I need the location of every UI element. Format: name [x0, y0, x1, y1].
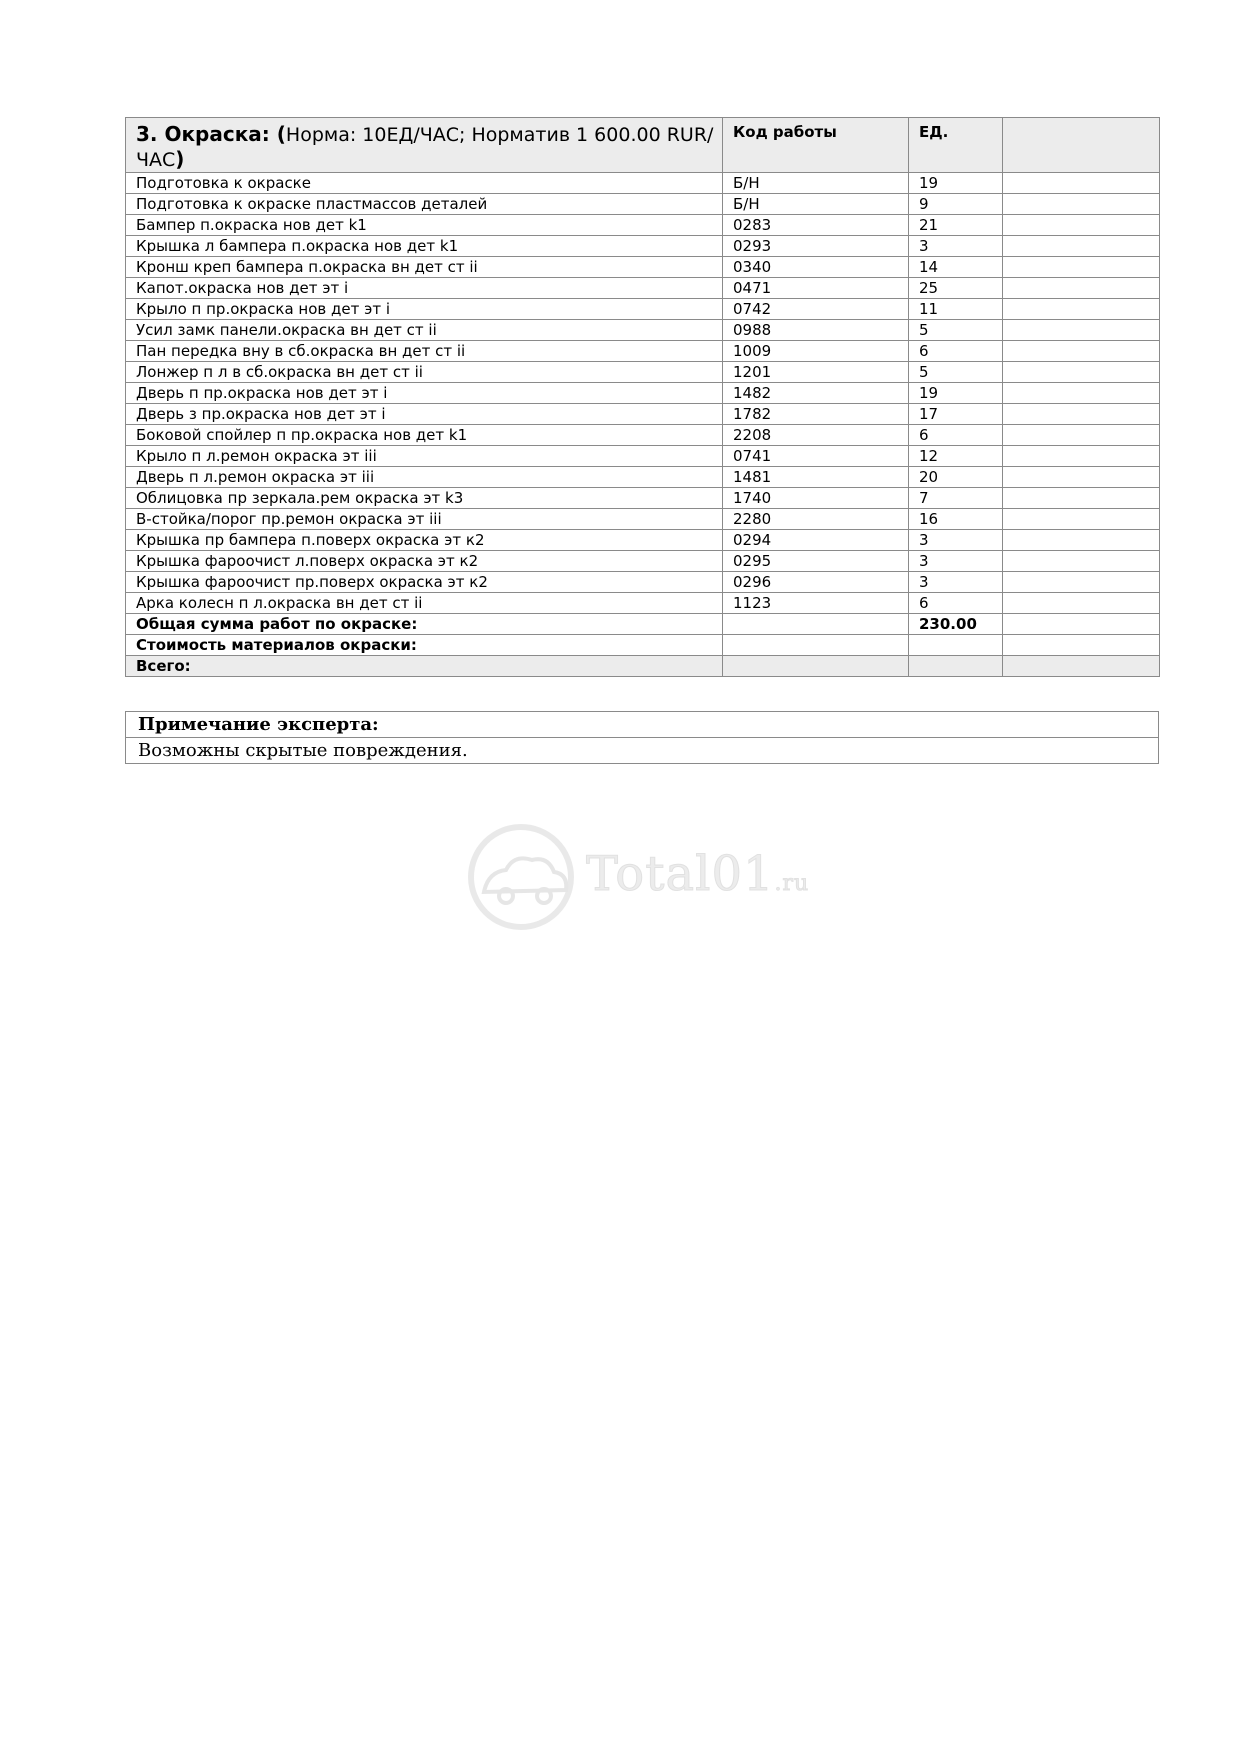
table-row: [126, 194, 1160, 215]
empty-cell: [1003, 404, 1160, 425]
empty-cell: [909, 656, 1003, 677]
table-row: [126, 404, 1160, 425]
total-label: Всего:: [126, 656, 723, 677]
table-row: [126, 488, 1160, 509]
empty-cell: [1003, 278, 1160, 299]
materials-label: Стоимость материалов окраски:: [126, 635, 723, 656]
total-row: [126, 656, 1160, 677]
work-name-cell: Крыло п пр.окраска нов дет эт i: [126, 299, 723, 320]
work-units-cell: 16: [909, 509, 1003, 530]
table-row: [126, 446, 1160, 467]
section-title: 3. Окраска: (: [136, 122, 286, 146]
work-units-cell: 3: [909, 572, 1003, 593]
work-name-cell: Боковой спойлер п пр.окраска нов дет k1: [126, 425, 723, 446]
work-code-cell: 1782: [723, 404, 909, 425]
car-cloud-logo-icon: [466, 822, 586, 932]
materials-row: [126, 635, 1160, 656]
empty-cell: [909, 635, 1003, 656]
work-units-cell: 9: [909, 194, 1003, 215]
work-units-cell: 6: [909, 341, 1003, 362]
empty-cell: [1003, 341, 1160, 362]
table-row: [126, 593, 1160, 614]
table-row: [126, 341, 1160, 362]
work-code-cell: 2208: [723, 425, 909, 446]
work-units-cell: 3: [909, 530, 1003, 551]
work-code-cell: 1009: [723, 341, 909, 362]
work-code-cell: 0340: [723, 257, 909, 278]
empty-cell: [1003, 572, 1160, 593]
empty-cell: [1003, 509, 1160, 530]
labor-sum-row: [126, 614, 1160, 635]
work-code-cell: 0471: [723, 278, 909, 299]
work-code-cell: 1123: [723, 593, 909, 614]
table-row: [126, 362, 1160, 383]
col-header-empty: [1003, 118, 1160, 173]
empty-cell: [1003, 467, 1160, 488]
work-name-cell: Усил замк панели.окраска вн дет ст ii: [126, 320, 723, 341]
work-units-cell: 3: [909, 551, 1003, 572]
work-units-cell: 14: [909, 257, 1003, 278]
labor-sum-value: 230.00: [909, 614, 1003, 635]
work-code-cell: 1740: [723, 488, 909, 509]
empty-cell: [1003, 530, 1160, 551]
table-row: [126, 236, 1160, 257]
work-units-cell: 5: [909, 362, 1003, 383]
work-units-cell: 6: [909, 425, 1003, 446]
work-name-cell: Кронш креп бампера п.окраска вн дет ст ii: [126, 257, 723, 278]
table-row: [126, 467, 1160, 488]
work-name-cell: Подготовка к окраске: [126, 173, 723, 194]
work-name-cell: Крышка пр бампера п.поверх окраска эт к2: [126, 530, 723, 551]
work-code-cell: 0741: [723, 446, 909, 467]
table-row: [126, 320, 1160, 341]
work-name-cell: Лонжер п л в сб.окраска вн дет ст ii: [126, 362, 723, 383]
watermark: [466, 822, 810, 932]
expert-note-table: [125, 711, 1159, 764]
work-code-cell: 1201: [723, 362, 909, 383]
table-row: [126, 257, 1160, 278]
work-units-cell: 5: [909, 320, 1003, 341]
work-code-cell: 1481: [723, 467, 909, 488]
work-name-cell: Крыло п л.ремон окраска эт iii: [126, 446, 723, 467]
empty-cell: [1003, 215, 1160, 236]
work-units-cell: 19: [909, 173, 1003, 194]
work-code-cell: 0296: [723, 572, 909, 593]
empty-cell: [1003, 425, 1160, 446]
work-code-cell: 0293: [723, 236, 909, 257]
table-row: [126, 509, 1160, 530]
paint-works-table: [125, 117, 1160, 677]
work-code-cell: Б/Н: [723, 173, 909, 194]
work-name-cell: Подготовка к окраске пластмассов деталей: [126, 194, 723, 215]
note-text: Возможны скрытые повреждения.: [126, 738, 1159, 764]
work-name-cell: Крышка фароочист л.поверх окраска эт к2: [126, 551, 723, 572]
empty-cell: [1003, 614, 1160, 635]
work-name-cell: Дверь з пр.окраска нов дет эт i: [126, 404, 723, 425]
work-units-cell: 7: [909, 488, 1003, 509]
watermark-suffix: .ru: [774, 871, 810, 896]
table-row: [126, 383, 1160, 404]
empty-cell: [1003, 635, 1160, 656]
work-code-cell: 0283: [723, 215, 909, 236]
work-name-cell: Дверь п л.ремон окраска эт iii: [126, 467, 723, 488]
work-name-cell: Облицовка пр зеркала.рем окраска эт k3: [126, 488, 723, 509]
col-header-units: ЕД.: [909, 118, 1003, 173]
empty-cell: [723, 635, 909, 656]
labor-sum-label: Общая сумма работ по окраске:: [126, 614, 723, 635]
work-units-cell: 6: [909, 593, 1003, 614]
empty-cell: [1003, 194, 1160, 215]
empty-cell: [1003, 320, 1160, 341]
empty-cell: [1003, 362, 1160, 383]
table-row: [126, 173, 1160, 194]
section-title-close: ): [175, 147, 185, 171]
empty-cell: [1003, 299, 1160, 320]
table-row: [126, 425, 1160, 446]
empty-cell: [1003, 551, 1160, 572]
work-units-cell: 17: [909, 404, 1003, 425]
work-units-cell: 19: [909, 383, 1003, 404]
table-row: [126, 215, 1160, 236]
empty-cell: [723, 614, 909, 635]
empty-cell: [1003, 257, 1160, 278]
empty-cell: [1003, 383, 1160, 404]
table-row: [126, 530, 1160, 551]
note-heading: Примечание эксперта:: [126, 712, 1159, 738]
work-code-cell: 0742: [723, 299, 909, 320]
work-code-cell: 2280: [723, 509, 909, 530]
work-name-cell: Бампер п.окраска нов дет k1: [126, 215, 723, 236]
work-name-cell: Дверь п пр.окраска нов дет эт i: [126, 383, 723, 404]
empty-cell: [1003, 236, 1160, 257]
work-code-cell: 1482: [723, 383, 909, 404]
work-name-cell: Крышка л бампера п.окраска нов дет k1: [126, 236, 723, 257]
empty-cell: [1003, 593, 1160, 614]
empty-cell: [723, 656, 909, 677]
work-name-cell: Капот.окраска нов дет эт i: [126, 278, 723, 299]
work-code-cell: 0294: [723, 530, 909, 551]
work-code-cell: Б/Н: [723, 194, 909, 215]
table-row: [126, 278, 1160, 299]
table-header-row: [126, 118, 1160, 173]
col-header-code: Код работы: [723, 118, 909, 173]
work-units-cell: 11: [909, 299, 1003, 320]
table-row: [126, 299, 1160, 320]
section-norm: Норма: 10ЕД/ЧАС; Норматив 1 600.00 RUR/ЧАС: [136, 124, 714, 171]
empty-cell: [1003, 173, 1160, 194]
work-units-cell: 3: [909, 236, 1003, 257]
work-code-cell: 0988: [723, 320, 909, 341]
work-name-cell: Арка колесн п л.окраска вн дет ст ii: [126, 593, 723, 614]
work-units-cell: 25: [909, 278, 1003, 299]
work-code-cell: 0295: [723, 551, 909, 572]
work-name-cell: Крышка фароочист пр.поверх окраска эт к2: [126, 572, 723, 593]
empty-cell: [1003, 656, 1160, 677]
work-units-cell: 21: [909, 215, 1003, 236]
work-name-cell: Пан передка вну в сб.окраска вн дет ст ii: [126, 341, 723, 362]
table-row: [126, 572, 1160, 593]
table-row: [126, 551, 1160, 572]
work-units-cell: 12: [909, 446, 1003, 467]
empty-cell: [1003, 488, 1160, 509]
empty-cell: [1003, 446, 1160, 467]
work-name-cell: В-стойка/порог пр.ремон окраска эт iii: [126, 509, 723, 530]
watermark-text: Total01: [586, 846, 775, 902]
section-title-cell: [126, 118, 723, 173]
work-units-cell: 20: [909, 467, 1003, 488]
